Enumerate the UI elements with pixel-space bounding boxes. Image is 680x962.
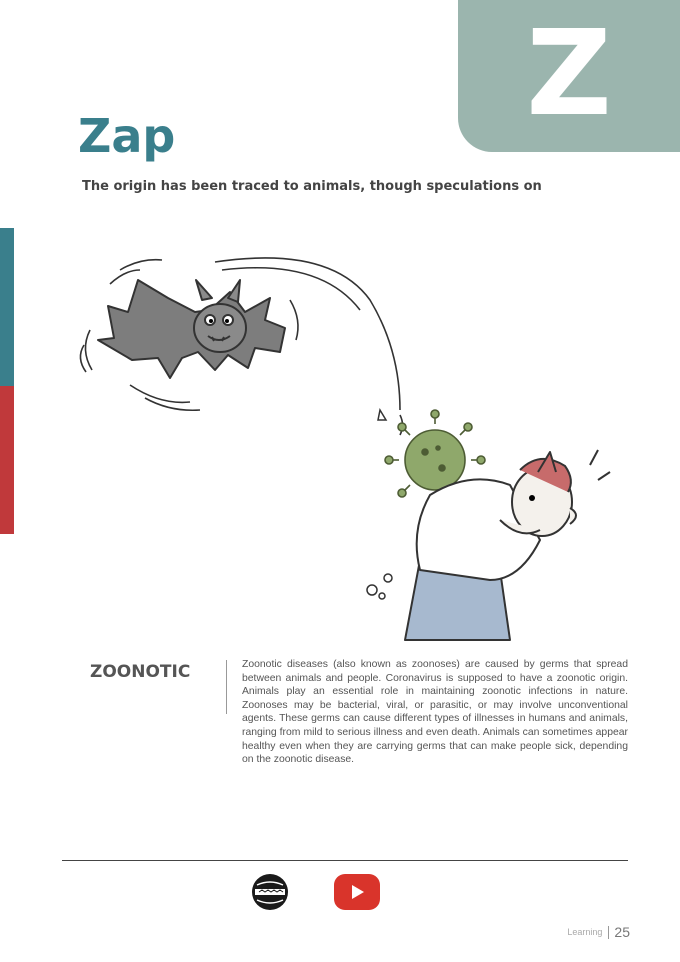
- video-play-button[interactable]: [334, 874, 380, 910]
- page-title: Zap: [78, 109, 176, 163]
- play-icon: [334, 874, 380, 910]
- chapter-letter: Z: [526, 4, 612, 142]
- page-number: 25: [614, 924, 630, 940]
- glossary-term: ZOONOTIC: [90, 662, 191, 682]
- edge-accent-red: [0, 386, 14, 534]
- droplets: [367, 410, 392, 599]
- term-divider: [226, 660, 227, 714]
- edge-accent-teal: [0, 228, 14, 386]
- page-subtitle: The origin has been traced to animals, though speculations on: [82, 179, 542, 194]
- footer-rule: [62, 860, 628, 861]
- footer-separator: [608, 926, 609, 939]
- zoonotic-illustration: [70, 240, 630, 645]
- chapter-letter-tab: [458, 0, 680, 152]
- glossary-definition: Zoonotic diseases (also known as zoonoses) are caused by germs that spread between animals and people. Coronavirus is supposed to have a zoonotic origin. Animals play an essential role in maintaining zoonotic infections in nature. Zoonoses may be bacterial, viral, or parasitic, or may involve unconventional agents. These germs can cause different types of illnesses in humans and animals, ranging from mild to serious illness and even death. Animals can sometimes appear healthy even when they are carrying germs that can make people sick, depending on the zoonotic disease.: [242, 659, 628, 766]
- globe-icon[interactable]: [251, 873, 289, 911]
- footer-brand: Learning: [567, 927, 603, 937]
- bat-icon: [98, 280, 285, 378]
- page-footer: [520, 924, 630, 942]
